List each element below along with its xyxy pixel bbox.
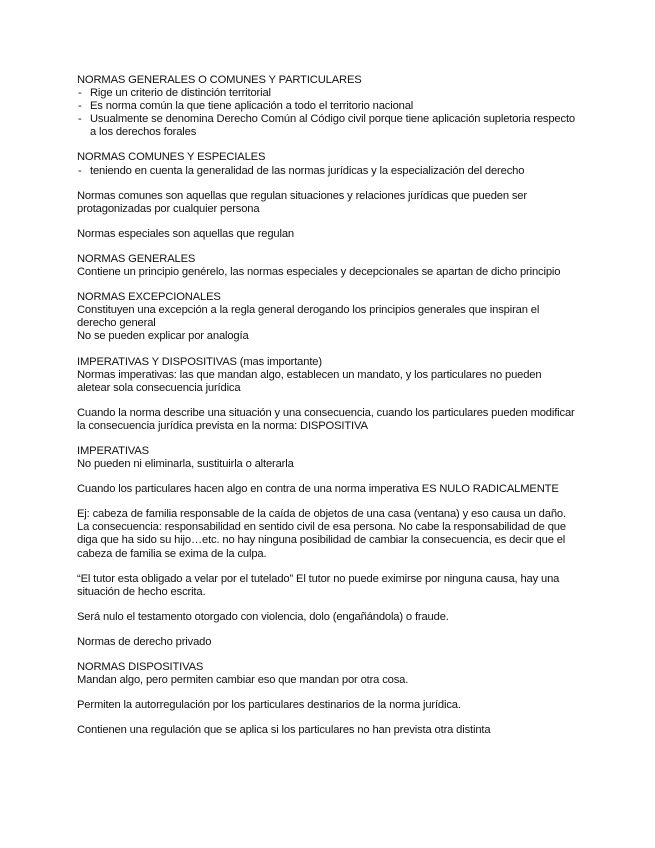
- section-normas-generales: [77, 253, 577, 279]
- section-imperativas-dispositivas: [77, 356, 577, 395]
- text-line: Constituyen una excepción a la regla general derogando los principios generales que inspiran el derecho general: [77, 304, 540, 330]
- section-heading: NORMAS COMUNES Y ESPECIALES: [77, 151, 266, 164]
- section-heading: NORMAS EXCEPCIONALES: [77, 291, 221, 304]
- paragraph: Contienen una regulación que se aplica si los particulares no han prevista otra distinta: [77, 724, 491, 737]
- section-heading: NORMAS GENERALES: [77, 252, 196, 265]
- paragraph: Ej: cabeza de familia responsable de la caída de objetos de una casa (ventana) y eso causa un daño. La consecuencia: responsabilidad en sentido civil de esa persona. No cabe la responsabilidad de que diga que ha sido su hijo…etc. no hay ninguna posibilidad de cambiar la consecuencia, es decir que el cabeza de familia se exima de la culpa.: [77, 508, 566, 560]
- section-comunes-especiales: [77, 151, 577, 177]
- section-heading: NORMAS DISPOSITIVAS: [77, 661, 204, 673]
- text-line: Mandan algo, pero permiten cambiar eso que mandan por otra cosa.: [77, 674, 409, 687]
- list-item: - Usualmente se denomina Derecho Común al Código civil porque tiene aplicación supletoria respecto a los derechos forales: [77, 113, 577, 139]
- list-item: - Es norma común la que tiene aplicación a todo el territorio nacional: [77, 100, 577, 113]
- section-generales-comunes: [77, 74, 577, 139]
- bullet-list: [77, 165, 577, 178]
- list-item: - teniendo en cuenta la generalidad de las normas jurídicas y la especialización del derecho: [77, 165, 577, 178]
- section-heading: IMPERATIVAS Y DISPOSITIVAS (mas importante): [77, 355, 322, 368]
- section-normas-dispositivas: [77, 661, 577, 687]
- text-line: No pueden ni eliminarla, sustituirla o alterarla: [77, 458, 294, 471]
- document-page: [77, 74, 577, 749]
- paragraph: Normas especiales son aquellas que regulan: [77, 227, 294, 240]
- paragraph: Cuando la norma describe una situación y una consecuencia, cuando los particulares pueden modificar la consecuencia jurídica prevista en la norma: DISPOSITIVA: [77, 406, 575, 432]
- bullet-list: [77, 87, 577, 139]
- paragraph: “El tutor esta obligado a velar por el tutelado” El tutor no puede eximirse por ninguna causa, hay una situación de hecho escrita.: [77, 572, 560, 598]
- text-line: No se pueden explicar por analogía: [77, 330, 249, 343]
- section-heading: IMPERATIVAS: [77, 444, 149, 457]
- paragraph: Normas de derecho privado: [77, 635, 212, 648]
- list-item: - Rige un criterio de distinción territorial: [77, 87, 577, 100]
- text-line: Normas imperativas: las que mandan algo, establecen un mandato, y los particulares no pueden aletear sola consecuencia jurídica: [77, 368, 542, 394]
- paragraph: Normas comunes son aquellas que regulan situaciones y relaciones jurídicas que pueden ser protagonizadas por cualquier persona: [77, 189, 527, 215]
- section-heading: NORMAS GENERALES O COMUNES Y PARTICULARES: [77, 74, 362, 86]
- section-imperativas: [77, 445, 577, 471]
- paragraph: Será nulo el testamento otorgado con violencia, dolo (engañándola) o fraude.: [77, 610, 449, 623]
- paragraph: Permiten la autorregulación por los particulares destinarios de la norma jurídica.: [77, 699, 461, 712]
- paragraph: Cuando los particulares hacen algo en contra de una norma imperativa ES NULO RADICALMENTE: [77, 483, 559, 496]
- section-normas-excepcionales: [77, 291, 577, 343]
- text-line: Contiene un principio genérelo, las normas especiales y decepcionales se apartan de dicho principio: [77, 266, 561, 279]
